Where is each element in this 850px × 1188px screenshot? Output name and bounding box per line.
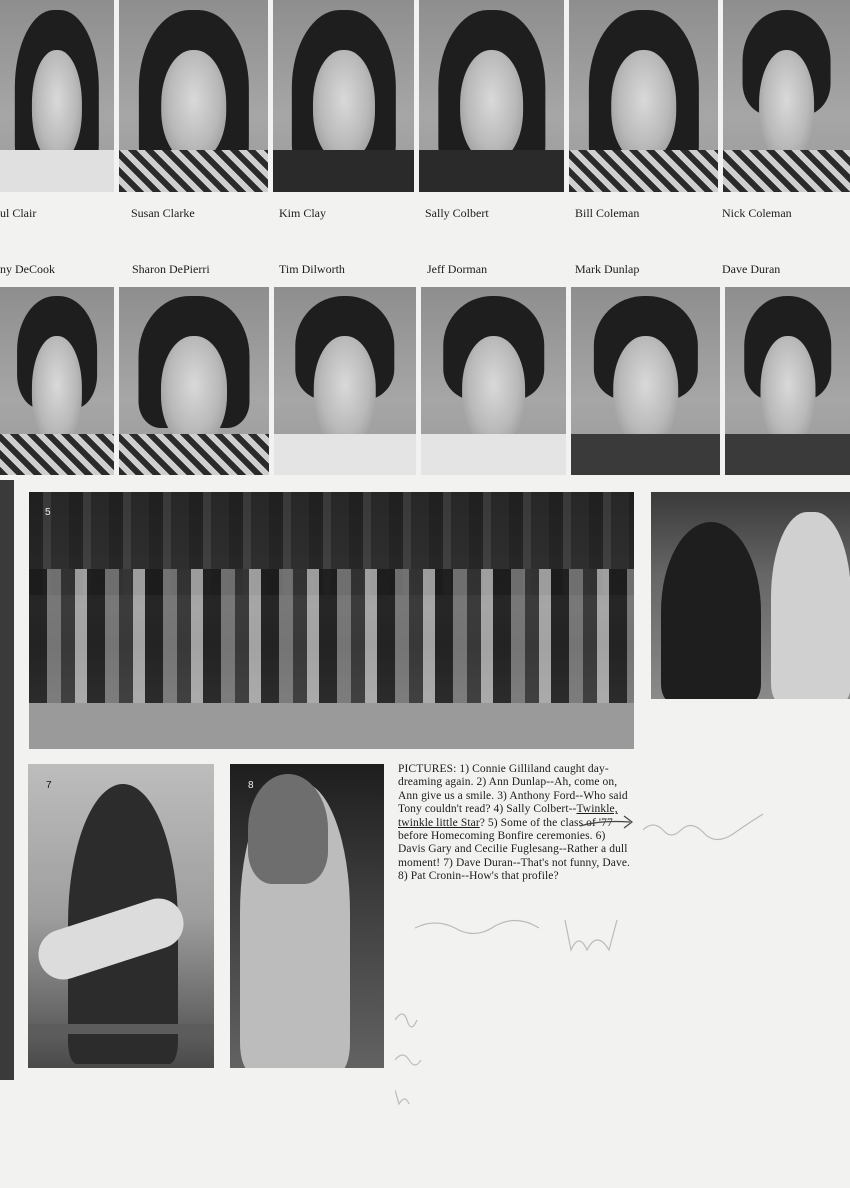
photo-number: 7 [46, 780, 52, 791]
portrait-photo [119, 287, 269, 475]
student-name: Jeff Dorman [427, 262, 488, 276]
student-name: Sharon DePierri [132, 262, 210, 276]
portrait-photo [571, 287, 720, 475]
portrait-photo [421, 287, 566, 475]
student-name: Sally Colbert [425, 206, 489, 220]
student-name: Dave Duran [722, 262, 781, 276]
student-name: ul Clair [0, 206, 37, 220]
portrait-photo [274, 287, 416, 475]
students-sitting-photo [651, 492, 850, 699]
portrait-row-1 [0, 0, 850, 192]
photo-number: 8 [248, 780, 254, 791]
student-name: Susan Clarke [131, 206, 195, 220]
ink-arrow-icon [578, 812, 638, 830]
portrait-photo [569, 0, 718, 192]
profile-girl-photo [230, 764, 384, 1068]
student-name: Mark Dunlap [575, 262, 640, 276]
crowd-photo [29, 492, 634, 749]
portrait-photo [0, 287, 114, 475]
student-name: Nick Coleman [722, 206, 792, 220]
portrait-photo [723, 0, 850, 192]
page-edge-strip [0, 480, 14, 1080]
portrait-photo [725, 287, 850, 475]
portrait-photo [119, 0, 268, 192]
student-name: Bill Coleman [575, 206, 640, 220]
portrait-photo [419, 0, 564, 192]
photo-number: 5 [45, 507, 51, 518]
portrait-photo [273, 0, 414, 192]
student-name: Tim Dilworth [279, 262, 345, 276]
portrait-photo [0, 0, 114, 192]
caption-text: ? 5) Some of the class of '77 before Homecoming Bonfire ceremonies. 6) Davis Gary and Cecilie Fuglesang--Rather a dull moment! 7) Dave Duran--That's not funny, Dave. 8) Pat Cronin--How's that profile? [398, 816, 631, 883]
student-name: Kim Clay [279, 206, 326, 220]
portrait-row-2 [0, 287, 850, 475]
guitar-player-photo [28, 764, 214, 1068]
caption-underlined-text: Twinkle, twinkle little Star [398, 803, 618, 829]
caption-text: PICTURES: 1) Connie Gilliland caught day-dreaming again. 2) Ann Dunlap--Ah, come on, Ann give us a smile. 3) Anthony Ford--Who said Tony couldn't read? 4) Sally Colbert-- [398, 763, 628, 816]
student-name: ny DeCook [0, 262, 55, 276]
